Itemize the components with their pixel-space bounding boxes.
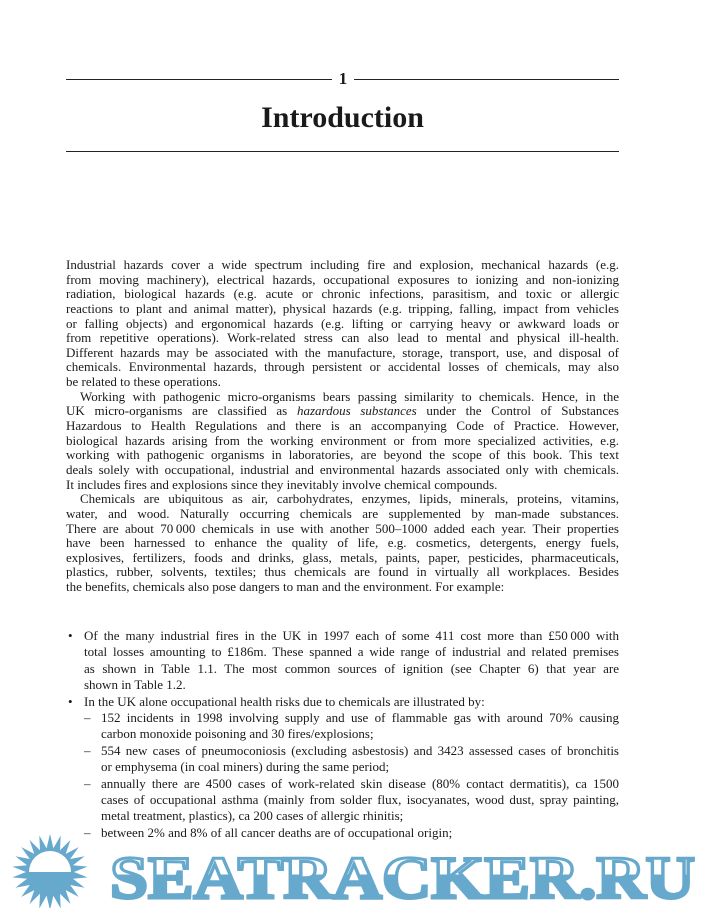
text-line: have been harnessed to enhance the quality of life, e.g. cosmetics, detergents, energy fuels, [66,535,619,551]
list-line-text: total losses amounting to £186m. These spanned a wide range of industrial and related premises [84,644,619,660]
list-line-text: 554 new cases of pneumoconiosis (excluding asbestosis) and 3423 assessed cases of bronchitis [101,742,619,758]
text-line: There are about 70 000 chemicals in use with another 500–1000 added each year. Their properties [66,520,619,536]
sub-item [84,775,619,825]
list-line [101,726,619,742]
text-line: or falling objects) and ergonomical hazards (e.g. lifting or carrying heavy or awkward loads or [66,315,619,331]
list-line [84,677,619,693]
dash-icon: – [84,709,91,725]
list-line-text: metal treatment, plastics), ca 200 cases of allergic rhinitis; [101,808,404,824]
dash-icon: – [84,742,91,758]
list-line-text: between 2% and 8% of all cancer deaths are of occupational origin; [101,824,453,840]
text-line: from moving machinery), electrical hazards, occupational exposures to ionizing and non-ionizing [66,271,619,287]
list-line-text: shown in Table 1.2. [84,677,186,693]
text-line: biological hazards arising from the working environment or from more specialized activities, e.g. [66,432,619,448]
text-line: radiation, biological hazards (e.g. acute or chronic infections, parasitism, and toxic or allergic [66,286,619,302]
list-line [101,792,619,808]
list-line-text: Of the many industrial fires in the UK in 1997 each of some 411 cost more than £50 000 with [84,628,619,643]
paragraph [66,390,619,492]
dash-icon: – [84,775,91,791]
watermark [0,832,705,908]
text-line: explosives, fertilizers, foods and drinks, glass, metals, paints, paper, pesticides, pharmaceuticals, [66,549,619,565]
text-line: plastics, rubber, solvents, textiles; thus chemicals are found in virtually all workplaces. Besides [66,564,619,580]
text-line: It includes fires and explosions since they inevitably involve chemical compounds. [66,476,498,492]
list-line [84,644,619,660]
text-line: be related to these operations. [66,374,221,390]
list-line [68,628,619,644]
bullet-item [68,693,619,710]
text-line: reactions to plant and animal matter), physical hazards (e.g. tripping, falling, impact from vehicles [66,300,619,316]
dash-icon: – [84,824,91,840]
top-rule-right [354,79,619,80]
list-line-text: cases of occupational asthma (mainly from solder flux, isocyanates, wood dust, spray painting, [101,791,619,807]
text-line: the benefits, chemicals also pose dangers to man and the environment. For example: [66,579,505,595]
top-rule-left [66,79,332,80]
bullet-item [68,628,619,694]
text-line: UK micro-organisms are classified as hazardous substances under the Control of Substances [66,403,619,419]
chapter-number: 1 [338,69,348,88]
bullet-list [66,628,619,841]
text-line: water, and wood. Naturally occurring chemicals are supplemented by man-made substances. [66,505,619,521]
text-line: Industrial hazards cover a wide spectrum including fire and explosion, mechanical hazards (e.g. [66,257,619,272]
list-line [84,709,619,726]
sub-item [84,742,619,776]
list-line-text: carbon monoxide poisoning and 30 fires/explosions; [101,726,374,742]
paragraph [66,258,619,390]
list-line [101,808,619,824]
watermark-text: SEATRACKER.RU [110,845,695,908]
text-line: working with pathogenic organisms in laboratories, are beyond the scope of this book. This text [66,447,619,463]
list-line-text: annually there are 4500 cases of work-related skin disease (80% contact dermatitis), ca 1500 [101,775,619,791]
text-line: Different hazards may be associated with the manufacture, storage, transport, use, and disposal of [66,344,619,360]
text-line: deals solely with occupational, industrial and environmental hazards associated only with chemicals. [66,461,619,477]
text-line: chemicals. Environmental hazards, through persistent or accidental losses of chemicals, may also [66,359,619,375]
body-text [66,258,619,595]
paragraph [66,492,619,594]
text-line: Hazardous to Health Regulations and there is an accompanying Code of Practice. However, [66,418,619,434]
title-bottom-rule [66,151,619,152]
list-line [84,742,619,759]
text-line: from repetitive operations). Work-related stress can also lead to mental and physical ill-health. [66,330,619,346]
bullet-icon: • [68,693,73,709]
text-line: Working with pathogenic micro-organisms bears passing similarity to chemicals. Hence, in the [80,388,619,404]
bullet-icon: • [68,628,73,643]
sun-logo-icon [12,834,87,908]
list-line-text: or emphysema (in coal miners) during the same period; [101,759,390,775]
sub-item [84,709,619,743]
list-line-text: In the UK alone occupational health risks due to chemicals are illustrated by: [84,693,485,709]
list-line [84,775,619,792]
list-line [101,759,619,775]
chapter-title: Introduction [261,101,424,134]
list-line-text: as shown in Table 1.1. The most common sources of ignition (see Chapter 6) that year are [84,660,619,676]
list-line [84,661,619,677]
list-line [68,693,619,710]
list-line-text: 152 incidents in 1998 involving supply and use of flammable gas with around 70% causing [101,709,619,725]
text-line: Chemicals are ubiquitous as air, carbohydrates, enzymes, lipids, minerals, proteins, vitamins, [80,491,619,507]
